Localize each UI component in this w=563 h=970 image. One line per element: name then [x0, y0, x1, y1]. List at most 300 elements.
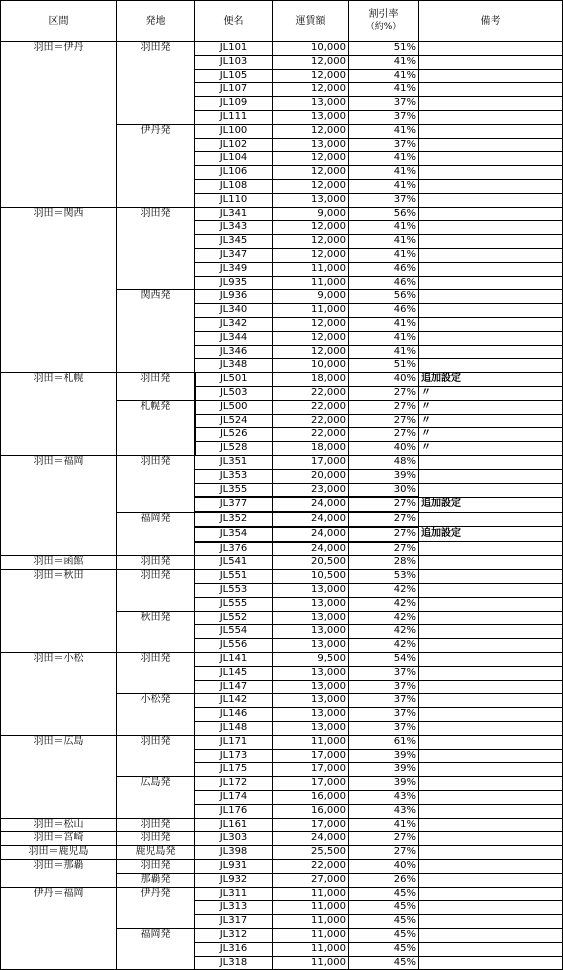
fare-cell: 10,500 [273, 570, 349, 584]
flight-cell: JL931 [195, 860, 273, 874]
discount-cell: 45% [349, 956, 419, 970]
discount-cell: 42% [349, 584, 419, 598]
note-cell: 追加設定 [419, 497, 563, 512]
discount-cell: 41% [349, 69, 419, 83]
table-row [1, 832, 563, 846]
fare-cell: 12,000 [273, 345, 349, 359]
flight-cell: JL352 [195, 512, 273, 527]
fare-cell: 17,000 [273, 455, 349, 469]
note-cell [419, 832, 563, 846]
origin-cell: 伊丹発 [117, 124, 195, 207]
origin-cell: 関西発 [117, 290, 195, 373]
flight-cell: JL175 [195, 763, 273, 777]
discount-cell: 41% [349, 83, 419, 97]
note-cell [419, 763, 563, 777]
origin-cell: 羽田発 [117, 455, 195, 512]
note-cell [419, 625, 563, 639]
discount-cell: 41% [349, 166, 419, 180]
fare-cell: 12,000 [273, 69, 349, 83]
fare-cell: 13,000 [273, 611, 349, 625]
discount-cell: 37% [349, 666, 419, 680]
table-row [1, 846, 563, 860]
fare-cell: 18,000 [273, 442, 349, 456]
fare-cell: 13,000 [273, 708, 349, 722]
note-cell [419, 915, 563, 929]
table-row [1, 42, 563, 56]
fare-cell: 12,000 [273, 331, 349, 345]
note-cell [419, 235, 563, 249]
fare-cell: 13,000 [273, 584, 349, 598]
discount-cell: 37% [349, 97, 419, 111]
discount-cell: 46% [349, 304, 419, 318]
flight-cell: JL553 [195, 584, 273, 598]
flight-cell: JL174 [195, 791, 273, 805]
flight-cell: JL109 [195, 97, 273, 111]
flight-cell: JL503 [195, 386, 273, 400]
origin-cell: 鹿児島発 [117, 846, 195, 860]
flight-cell: JL551 [195, 570, 273, 584]
note-cell [419, 262, 563, 276]
discount-cell: 45% [349, 901, 419, 915]
note-cell [419, 276, 563, 290]
fare-cell: 9,000 [273, 290, 349, 304]
discount-cell: 41% [349, 345, 419, 359]
discount-cell: 43% [349, 791, 419, 805]
discount-cell: 27% [349, 428, 419, 442]
flight-cell: JL541 [195, 556, 273, 570]
fare-cell: 16,000 [273, 804, 349, 818]
discount-cell: 39% [349, 469, 419, 483]
fare-cell: 20,500 [273, 556, 349, 570]
table-row [1, 207, 563, 221]
note-cell [419, 846, 563, 860]
flight-cell: JL147 [195, 680, 273, 694]
note-cell [419, 804, 563, 818]
header-notes: 備考 [419, 1, 563, 42]
fare-cell: 10,000 [273, 42, 349, 56]
flight-cell: JL102 [195, 138, 273, 152]
fare-cell: 17,000 [273, 777, 349, 791]
fare-cell: 12,000 [273, 83, 349, 97]
fare-cell: 17,000 [273, 763, 349, 777]
note-cell [419, 110, 563, 124]
fare-cell: 13,000 [273, 666, 349, 680]
flight-cell: JL100 [195, 124, 273, 138]
note-cell [419, 611, 563, 625]
discount-cell: 30% [349, 483, 419, 497]
fare-cell: 23,000 [273, 483, 349, 497]
note-cell [419, 138, 563, 152]
table-row [1, 570, 563, 584]
note-cell [419, 777, 563, 791]
note-cell [419, 901, 563, 915]
note-cell [419, 179, 563, 193]
discount-cell: 45% [349, 942, 419, 956]
flight-cell: JL340 [195, 304, 273, 318]
discount-cell: 45% [349, 929, 419, 943]
discount-cell: 41% [349, 331, 419, 345]
flight-cell: JL105 [195, 69, 273, 83]
fare-cell: 22,000 [273, 386, 349, 400]
discount-cell: 27% [349, 832, 419, 846]
flight-cell: JL145 [195, 666, 273, 680]
note-cell [419, 653, 563, 667]
discount-cell: 41% [349, 317, 419, 331]
fare-cell: 22,000 [273, 428, 349, 442]
note-cell: 〃 [419, 414, 563, 428]
note-cell [419, 639, 563, 653]
note-cell: 〃 [419, 386, 563, 400]
note-cell [419, 708, 563, 722]
discount-cell: 61% [349, 735, 419, 749]
note-cell [419, 512, 563, 527]
table-row [1, 455, 563, 469]
fare-cell: 13,000 [273, 694, 349, 708]
discount-cell: 41% [349, 221, 419, 235]
note-cell [419, 942, 563, 956]
fare-cell: 22,000 [273, 400, 349, 414]
fare-cell: 12,000 [273, 55, 349, 69]
flight-cell: JL172 [195, 777, 273, 791]
note-cell [419, 542, 563, 556]
note-cell [419, 749, 563, 763]
header-discount-sub: （約%） [365, 22, 402, 32]
flight-cell: JL171 [195, 735, 273, 749]
discount-cell: 51% [349, 359, 419, 373]
route-cell: 羽田＝広島 [1, 735, 117, 818]
discount-cell: 42% [349, 639, 419, 653]
header-fare: 運賃額 [273, 1, 349, 42]
discount-cell: 41% [349, 152, 419, 166]
flight-cell: JL141 [195, 653, 273, 667]
flight-cell: JL106 [195, 166, 273, 180]
table-row [1, 818, 563, 832]
discount-cell: 42% [349, 611, 419, 625]
fare-cell: 13,000 [273, 625, 349, 639]
flight-cell: JL146 [195, 708, 273, 722]
origin-cell: 那覇発 [117, 873, 195, 887]
discount-cell: 39% [349, 763, 419, 777]
origin-cell: 羽田発 [117, 570, 195, 611]
origin-cell: 羽田発 [117, 373, 195, 401]
flight-cell: JL311 [195, 887, 273, 901]
route-cell: 羽田＝札幌 [1, 373, 117, 456]
note-cell [419, 570, 563, 584]
fare-cell: 13,000 [273, 597, 349, 611]
flight-cell: JL318 [195, 956, 273, 970]
discount-cell: 37% [349, 722, 419, 736]
flight-cell: JL351 [195, 455, 273, 469]
fare-cell: 12,000 [273, 179, 349, 193]
note-cell [419, 193, 563, 207]
flight-cell: JL107 [195, 83, 273, 97]
flight-cell: JL111 [195, 110, 273, 124]
table-row [1, 373, 563, 387]
fare-cell: 16,000 [273, 791, 349, 805]
flight-cell: JL349 [195, 262, 273, 276]
fare-cell: 12,000 [273, 248, 349, 262]
note-cell [419, 42, 563, 56]
note-cell [419, 55, 563, 69]
note-cell: 追加設定 [419, 527, 563, 542]
flight-cell: JL342 [195, 317, 273, 331]
flight-cell: JL148 [195, 722, 273, 736]
note-cell [419, 248, 563, 262]
discount-cell: 27% [349, 386, 419, 400]
note-cell [419, 929, 563, 943]
header-origin: 発地 [117, 1, 195, 42]
note-cell: 〃 [419, 400, 563, 414]
fare-cell: 9,000 [273, 207, 349, 221]
fare-cell: 11,000 [273, 929, 349, 943]
flight-cell: JL556 [195, 639, 273, 653]
fare-cell: 12,000 [273, 166, 349, 180]
flight-cell: JL354 [195, 527, 273, 542]
note-cell [419, 735, 563, 749]
discount-cell: 56% [349, 207, 419, 221]
note-cell [419, 221, 563, 235]
fare-cell: 25,500 [273, 846, 349, 860]
note-cell [419, 694, 563, 708]
note-cell [419, 359, 563, 373]
flight-cell: JL173 [195, 749, 273, 763]
fare-cell: 11,000 [273, 887, 349, 901]
note-cell [419, 873, 563, 887]
note-cell [419, 124, 563, 138]
discount-cell: 42% [349, 625, 419, 639]
discount-cell: 41% [349, 55, 419, 69]
fare-cell: 24,000 [273, 512, 349, 527]
fare-table-body [1, 42, 563, 970]
discount-cell: 27% [349, 400, 419, 414]
note-cell [419, 680, 563, 694]
header-flight: 便名 [195, 1, 273, 42]
discount-cell: 27% [349, 497, 419, 512]
flight-cell: JL355 [195, 483, 273, 497]
route-cell: 羽田＝福岡 [1, 455, 117, 556]
discount-cell: 37% [349, 680, 419, 694]
table-row [1, 887, 563, 901]
discount-cell: 42% [349, 597, 419, 611]
discount-cell: 54% [349, 653, 419, 667]
note-cell [419, 956, 563, 970]
discount-cell: 39% [349, 777, 419, 791]
header-route: 区間 [1, 1, 117, 42]
fare-cell: 11,000 [273, 262, 349, 276]
note-cell [419, 722, 563, 736]
fare-cell: 11,000 [273, 915, 349, 929]
route-cell: 羽田＝宮崎 [1, 832, 117, 846]
discount-cell: 41% [349, 818, 419, 832]
note-cell [419, 584, 563, 598]
fare-cell: 12,000 [273, 124, 349, 138]
discount-cell: 40% [349, 860, 419, 874]
discount-cell: 37% [349, 193, 419, 207]
note-cell [419, 97, 563, 111]
origin-cell: 福岡発 [117, 512, 195, 556]
flight-cell: JL341 [195, 207, 273, 221]
flight-cell: JL526 [195, 428, 273, 442]
note-cell [419, 69, 563, 83]
origin-cell: 羽田発 [117, 207, 195, 290]
fare-cell: 10,000 [273, 359, 349, 373]
note-cell: 追加設定 [419, 373, 563, 387]
route-cell: 羽田＝秋田 [1, 570, 117, 653]
header-discount [349, 1, 419, 42]
origin-cell: 小松発 [117, 694, 195, 735]
route-cell: 羽田＝小松 [1, 653, 117, 736]
origin-cell: 福岡発 [117, 929, 195, 970]
discount-cell: 40% [349, 373, 419, 387]
fare-cell: 13,000 [273, 138, 349, 152]
discount-cell: 26% [349, 873, 419, 887]
table-row [1, 735, 563, 749]
fare-cell: 27,000 [273, 873, 349, 887]
discount-cell: 46% [349, 276, 419, 290]
discount-cell: 37% [349, 708, 419, 722]
note-cell [419, 331, 563, 345]
fare-cell: 20,000 [273, 469, 349, 483]
flight-cell: JL104 [195, 152, 273, 166]
fare-cell: 24,000 [273, 527, 349, 542]
flight-cell: JL932 [195, 873, 273, 887]
note-cell [419, 860, 563, 874]
discount-cell: 27% [349, 527, 419, 542]
note-cell [419, 597, 563, 611]
discount-cell: 39% [349, 749, 419, 763]
note-cell [419, 290, 563, 304]
note-cell [419, 345, 563, 359]
fare-cell: 11,000 [273, 942, 349, 956]
fare-cell: 12,000 [273, 221, 349, 235]
route-cell: 羽田＝函館 [1, 556, 117, 570]
fare-cell: 24,000 [273, 832, 349, 846]
discount-cell: 27% [349, 846, 419, 860]
discount-cell: 45% [349, 915, 419, 929]
origin-cell: 羽田発 [117, 42, 195, 125]
origin-cell: 羽田発 [117, 818, 195, 832]
discount-cell: 51% [349, 42, 419, 56]
flight-cell: JL110 [195, 193, 273, 207]
flight-cell: JL303 [195, 832, 273, 846]
route-cell: 羽田＝那覇 [1, 860, 117, 888]
header-row [1, 1, 563, 42]
discount-cell: 37% [349, 110, 419, 124]
flight-cell: JL377 [195, 497, 273, 512]
flight-cell: JL316 [195, 942, 273, 956]
fare-cell: 13,000 [273, 97, 349, 111]
origin-cell: 羽田発 [117, 653, 195, 694]
discount-cell: 45% [349, 887, 419, 901]
note-cell [419, 483, 563, 497]
note-cell [419, 166, 563, 180]
route-cell: 羽田＝鹿児島 [1, 846, 117, 860]
flight-cell: JL348 [195, 359, 273, 373]
fare-cell: 12,000 [273, 317, 349, 331]
discount-cell: 27% [349, 414, 419, 428]
flight-cell: JL935 [195, 276, 273, 290]
table-row [1, 653, 563, 667]
discount-cell: 37% [349, 138, 419, 152]
discount-cell: 41% [349, 248, 419, 262]
route-cell: 羽田＝関西 [1, 207, 117, 373]
note-cell [419, 556, 563, 570]
discount-cell: 28% [349, 556, 419, 570]
fare-cell: 24,000 [273, 497, 349, 512]
table-row [1, 860, 563, 874]
flight-cell: JL376 [195, 542, 273, 556]
flight-cell: JL528 [195, 442, 273, 456]
discount-cell: 41% [349, 179, 419, 193]
discount-cell: 41% [349, 124, 419, 138]
flight-cell: JL555 [195, 597, 273, 611]
fare-cell: 18,000 [273, 373, 349, 387]
flight-cell: JL343 [195, 221, 273, 235]
fare-cell: 22,000 [273, 414, 349, 428]
note-cell [419, 887, 563, 901]
discount-cell: 53% [349, 570, 419, 584]
note-cell: 〃 [419, 428, 563, 442]
flight-cell: JL552 [195, 611, 273, 625]
flight-cell: JL554 [195, 625, 273, 639]
fare-cell: 17,000 [273, 818, 349, 832]
flight-cell: JL161 [195, 818, 273, 832]
note-cell [419, 83, 563, 97]
flight-cell: JL313 [195, 901, 273, 915]
origin-cell: 秋田発 [117, 611, 195, 652]
note-cell [419, 317, 563, 331]
note-cell [419, 152, 563, 166]
flight-cell: JL344 [195, 331, 273, 345]
origin-cell: 羽田発 [117, 556, 195, 570]
flight-cell: JL317 [195, 915, 273, 929]
fare-cell: 12,000 [273, 235, 349, 249]
flight-cell: JL108 [195, 179, 273, 193]
discount-cell: 40% [349, 442, 419, 456]
fare-cell: 11,000 [273, 901, 349, 915]
origin-cell: 伊丹発 [117, 887, 195, 928]
header-discount-label: 割引率 [368, 9, 399, 20]
discount-cell: 27% [349, 512, 419, 527]
note-cell [419, 469, 563, 483]
discount-cell: 41% [349, 235, 419, 249]
note-cell [419, 791, 563, 805]
origin-cell: 広島発 [117, 777, 195, 818]
fare-cell: 11,000 [273, 276, 349, 290]
fare-cell: 24,000 [273, 542, 349, 556]
discount-cell: 46% [349, 262, 419, 276]
fare-cell: 11,000 [273, 956, 349, 970]
fare-cell: 11,000 [273, 735, 349, 749]
origin-cell: 羽田発 [117, 832, 195, 846]
flight-cell: JL346 [195, 345, 273, 359]
note-cell [419, 304, 563, 318]
flight-cell: JL347 [195, 248, 273, 262]
flight-cell: JL936 [195, 290, 273, 304]
origin-cell: 羽田発 [117, 735, 195, 776]
flight-cell: JL500 [195, 400, 273, 414]
fare-cell: 12,000 [273, 152, 349, 166]
note-cell: 〃 [419, 442, 563, 456]
table-row [1, 556, 563, 570]
note-cell [419, 666, 563, 680]
fare-cell: 13,000 [273, 110, 349, 124]
fare-cell: 17,000 [273, 749, 349, 763]
fare-cell: 13,000 [273, 680, 349, 694]
flight-cell: JL312 [195, 929, 273, 943]
route-cell: 伊丹＝福岡 [1, 887, 117, 970]
fare-cell: 11,000 [273, 304, 349, 318]
